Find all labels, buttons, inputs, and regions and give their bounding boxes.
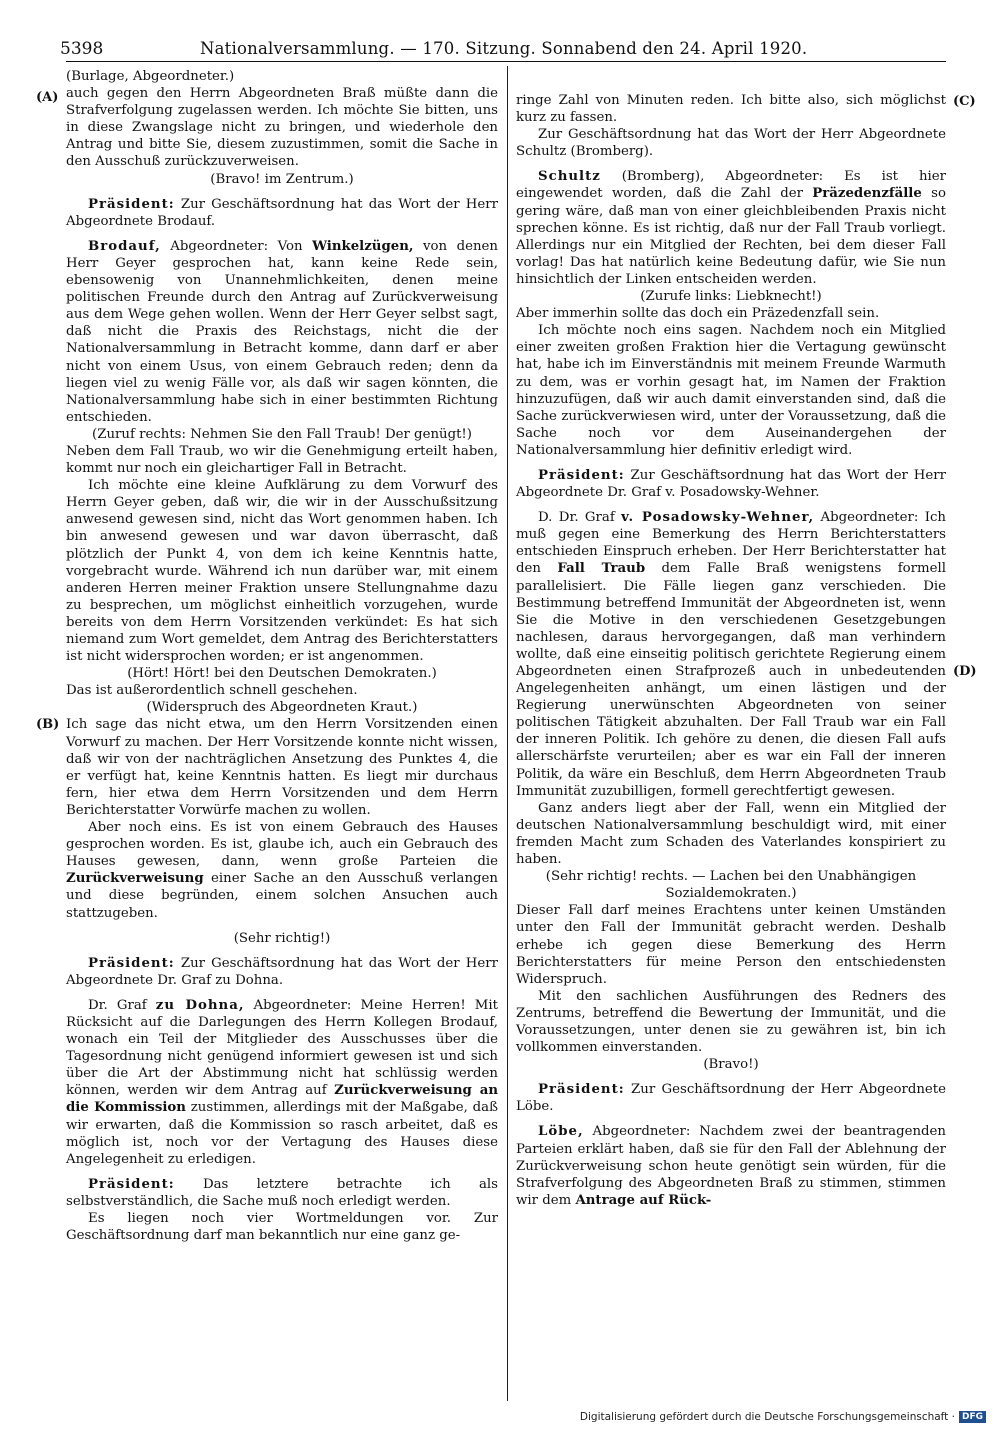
margin-mark-a: (A) [36,90,59,105]
speaker-name: Präsident: [88,196,175,212]
interjection: (Zurufe links: Liebknecht!) [640,289,822,305]
speaker-continuation-note: (Burlage, Abgeordneter.) [66,69,235,84]
paragraph: Löbe, Abgeordneter: Nachdem zwei der beantragenden Parteien erklärt haben, daß sie für den Fall der Ablehnung der Zurückverweisung schon heute genötigt sein würden, für die Strafverfolgung des Abgeordneten Braß zu stimmen, stimmen wir dem Antrage auf Rück- [516,1124,946,1208]
paragraph: D. Dr. Graf v. Posadowsky-Wehner, Abgeordneter: Ich muß gegen eine Bemerkung des Herrn Berichterstatters entschieden Einspruch erheben. Der Herr Berichterstatter hat den Fall Traub dem Falle Braß wenigstens formell parallelisiert. Die Fälle liegen ganz verschieden. Die Bestimmung betreffend Immunität der Abgeordneten ist, wenn Sie die Motive in den verschiedenen Gesetzgebungen nachlesen, daraus hervorgegangen, daß man verhindern wollte, daß eine einseitig politisch gerichtete Regierung einem Abgeordneten einen Strafprozeß auch in unbedeutenden Angelegenheiten anhängt, um einen lästigen und der Regierung unerwünschten Abgeordneten von seiner politischen Tätigkeit abzuhalten. Der Fall Traub war ein Fall der inneren Politik. Ich gehöre zu denen, die diesen Fall aufs allerschärfste verurteilen; aber es war ein Fall der inneren Politik, da wäre ein Beschluß, dem Herrn Abgeordneten Traub Immunität zuzubilligen, formell gerechtfertigt gewesen. [516,510,946,799]
dfg-logo: DFG [959,1411,986,1423]
speaker-name: Präsident: [538,467,625,483]
margin-mark-b: (B) [36,717,60,732]
paragraph: Aber immerhin sollte das doch ein Präzedenzfall sein. [516,306,880,322]
paragraph: Dieser Fall darf meines Erachtens unter keinen Umständen unter den Fall der Immunität gebracht werden. Deshalb erhebe ich gegen diese Bemerkung des Herrn Berichterstatters für meine Person den entschiedensten Widerspruch. [516,903,946,987]
interjection: (Sehr richtig! rechts. — Lachen bei den Unabhängigen Sozialdemokraten.) [545,869,917,902]
speaker-name: Schultz [538,169,601,185]
paragraph: ringe Zahl von Minuten reden. Ich bitte also, sich möglichst kurz zu fassen. [516,93,946,126]
credit-text: Digitalisierung gefördert durch die Deutsche Forschungsgemeinschaft · [579,1411,955,1423]
speaker-name: zu Dohna, [155,997,245,1013]
interjection: (Hört! Hört! bei den Deutschen Demokraten.) [127,666,437,682]
paragraph: Brodauf, Abgeordneter: Von Winkelzügen, von denen Herr Geyer gesprochen hat, kann keine Rede sein, ebensowenig von Unannehmlichkeiten, denen meine politischen Freunde durch den Antrag auf Zurückverweisung aus dem Wege gehen wollen. Wenn der Herr Geyer selbst sagt, daß nicht die Praxis des Reichstags, nicht die der Nationalversammlung in Betracht komme, dann darf er aber nicht von einem Usus, von einem Gebrauch reden; denn da liegen viel zu wenig Fälle vor, als daß wir sagen könnten, die Nationalversammlung habe sich in einer bestimmten Richtung entschieden. [66,238,498,425]
page-number: 5398 [60,39,104,59]
left-column [66,68,498,1244]
right-column [516,92,946,1209]
speaker-name: Brodauf, [88,238,161,254]
paragraph: Aber noch eins. Es ist von einem Gebrauch des Hauses gesprochen worden. Es ist, glaube ich, auch ein Gebrauch des Hauses gewesen, dann, wenn große Parteien die Zurückverweisung einer Sache an den Ausschuß verlangen und diese begründen, einem solchen Ansuchen auch stattzugeben. [66,820,498,921]
paragraph: Präsident: Zur Geschäftsordnung der Herr Abgeordnete Löbe. [516,1082,946,1115]
margin-mark-d: (D) [953,664,977,679]
paragraph: Mit den sachlichen Ausführungen des Redners des Zentrums, betreffend die Bewertung der Immunität, und die Voraussetzungen, unter denen sie zu gewähren ist, bin ich vollkommen einverstanden. [516,988,946,1056]
running-head: Nationalversammlung. — 170. Sitzung. Sonnabend den 24. April 1920. [200,39,808,58]
interjection: (Widerspruch des Abgeordneten Kraut.) [146,700,418,716]
interjection: (Bravo!) [703,1057,759,1073]
digitization-credit [580,1411,986,1423]
interjection: (Sehr richtig!) [233,930,331,946]
interjection: (Zuruf rechts: Nehmen Sie den Fall Traub! Der genügt!) [92,426,472,442]
paragraph: Es liegen noch vier Wortmeldungen vor. Zur Geschäftsordnung darf man bekanntlich nur eine ganz ge- [66,1211,498,1244]
speaker-name: Präsident: [88,1176,175,1192]
paragraph: Präsident: Zur Geschäftsordnung hat das Wort der Herr Abgeordnete Brodauf. [66,196,498,229]
interjection: (Bravo! im Zentrum.) [210,171,354,187]
paragraph: Das ist außerordentlich schnell geschehen. [66,683,358,699]
column-divider [507,66,508,1401]
speaker-name: Löbe, [538,1124,584,1140]
page-header [60,37,946,62]
paragraph: Ich möchte noch eins sagen. Nachdem noch ein Mitglied einer zweiten großen Fraktion hier die Vertagung gewünscht hat, habe ich im Einverständnis mit meinem Freunde Warmuth zu dem, was er vorhin gesagt hat, im Namen der Fraktion hinzuzufügen, daß wir auch damit einverstanden sind, daß die Sache zurückverwiesen wird, unter der Voraussetzung, daß die Sache noch vor dem Auseinandergehen der Nationalversammlung hier definitiv erledigt wird. [516,323,946,458]
paragraph: Ganz anders liegt aber der Fall, wenn ein Mitglied der deutschen Nationalversammlung beschuldigt wird, mit einer fremden Macht zum Schaden des Vaterlandes konspiriert zu haben. [516,800,946,868]
paragraph: Präsident: Das letztere betrachte ich als selbstverständlich, die Sache muß noch erledigt werden. [66,1176,498,1209]
paragraph: Schultz (Bromberg), Abgeordneter: Es ist hier eingewendet worden, daß die Zahl der Präzedenzfälle so gering wäre, daß man von einer gleichbleibenden Praxis nicht sprechen könne. Es ist richtig, daß nur der Fall Traub vorliegt. Allerdings nur ein Mitglied der Rechten, bei dem dieser Fall vorlag! Das hat natürlich keine Bedeutung dafür, wie Sie nun hinsichtlich der Linken entscheiden werden. [516,169,946,287]
paragraph: Dr. Graf zu Dohna, Abgeordneter: Meine Herren! Mit Rücksicht auf die Darlegungen des Herrn Kollegen Brodauf, wonach ein Teil der Mitglieder des Ausschusses über die Tagesordnung nicht genügend informiert gewesen ist und sich über die Art der Abstimmung nicht hat schlüssig werden können, werden wir dem Antrag auf Zurückverweisung an die Kommission zustimmen, allerdings mit der Maßgabe, daß wir erwarten, daß die Kommission so rasch arbeitet, daß es möglich ist, noch vor der Vertagung des Hauses diese Angelegenheit zu erledigen. [66,997,498,1167]
paragraph: auch gegen den Herrn Abgeordneten Braß müßte dann die Strafverfolgung zugelassen werden. Ich möchte Sie bitten, uns in diese Zwangslage nicht zu bringen, und wiederhole den Antrag und bitte Sie, diesem zuzustimmen, somit die Sache in den Ausschuß zurückzuverweisen. [66,86,498,170]
paragraph: Ich sage das nicht etwa, um den Herrn Vorsitzenden einen Vorwurf zu machen. Der Herr Vorsitzende konnte nicht wissen, daß wir von der nachträglichen Ansetzung des Punktes 4, die er verfügt hat, keine Kenntnis hatten. Es liegt mir durchaus fern, hier etwa dem Herrn Vorsitzenden und dem Herrn Berichterstatter Vorwürfe machen zu wollen. [66,717,498,818]
speaker-name: Präsident: [88,955,175,971]
paragraph: Neben dem Fall Traub, wo wir die Genehmigung erteilt haben, kommt nur noch ein gleichartiger Fall in Betracht. [66,443,498,477]
paragraph: Ich möchte eine kleine Aufklärung zu dem Vorwurf des Herrn Geyer geben, daß wir, die wir in der Ausschußsitzung anwesend gewesen sind, nicht das Wort genommen haben. Ich bin anwesend gewesen und war davon überrascht, daß plötzlich der Punkt 4, von dem ich keine Kenntnis hatte, vorgebracht wurde. Während ich nun darüber war, mit einem anderen Herren meiner Fraktion unsere Stellungnahme dazu zu besprechen, um möglichst einheitlich vorzugehen, wurde bereits von dem Herrn Vorsitzenden verkündet: Es hat sich niemand zum Wort gemeldet, dem Antrag des Berichterstatters ist nicht widersprochen worden; er ist angenommen. [66,478,498,665]
speaker-name: Präsident: [538,1082,625,1098]
margin-mark-c: (C) [953,94,976,109]
paragraph: Zur Geschäftsordnung hat das Wort der Herr Abgeordnete Schultz (Bromberg). [516,127,946,160]
speaker-name: v. Posadowsky-Wehner, [621,510,815,526]
paragraph: Präsident: Zur Geschäftsordnung hat das Wort der Herr Abgeordnete Dr. Graf v. Posadowsky-Wehner. [516,467,946,501]
paragraph: Präsident: Zur Geschäftsordnung hat das Wort der Herr Abgeordnete Dr. Graf zu Dohna. [66,955,498,988]
